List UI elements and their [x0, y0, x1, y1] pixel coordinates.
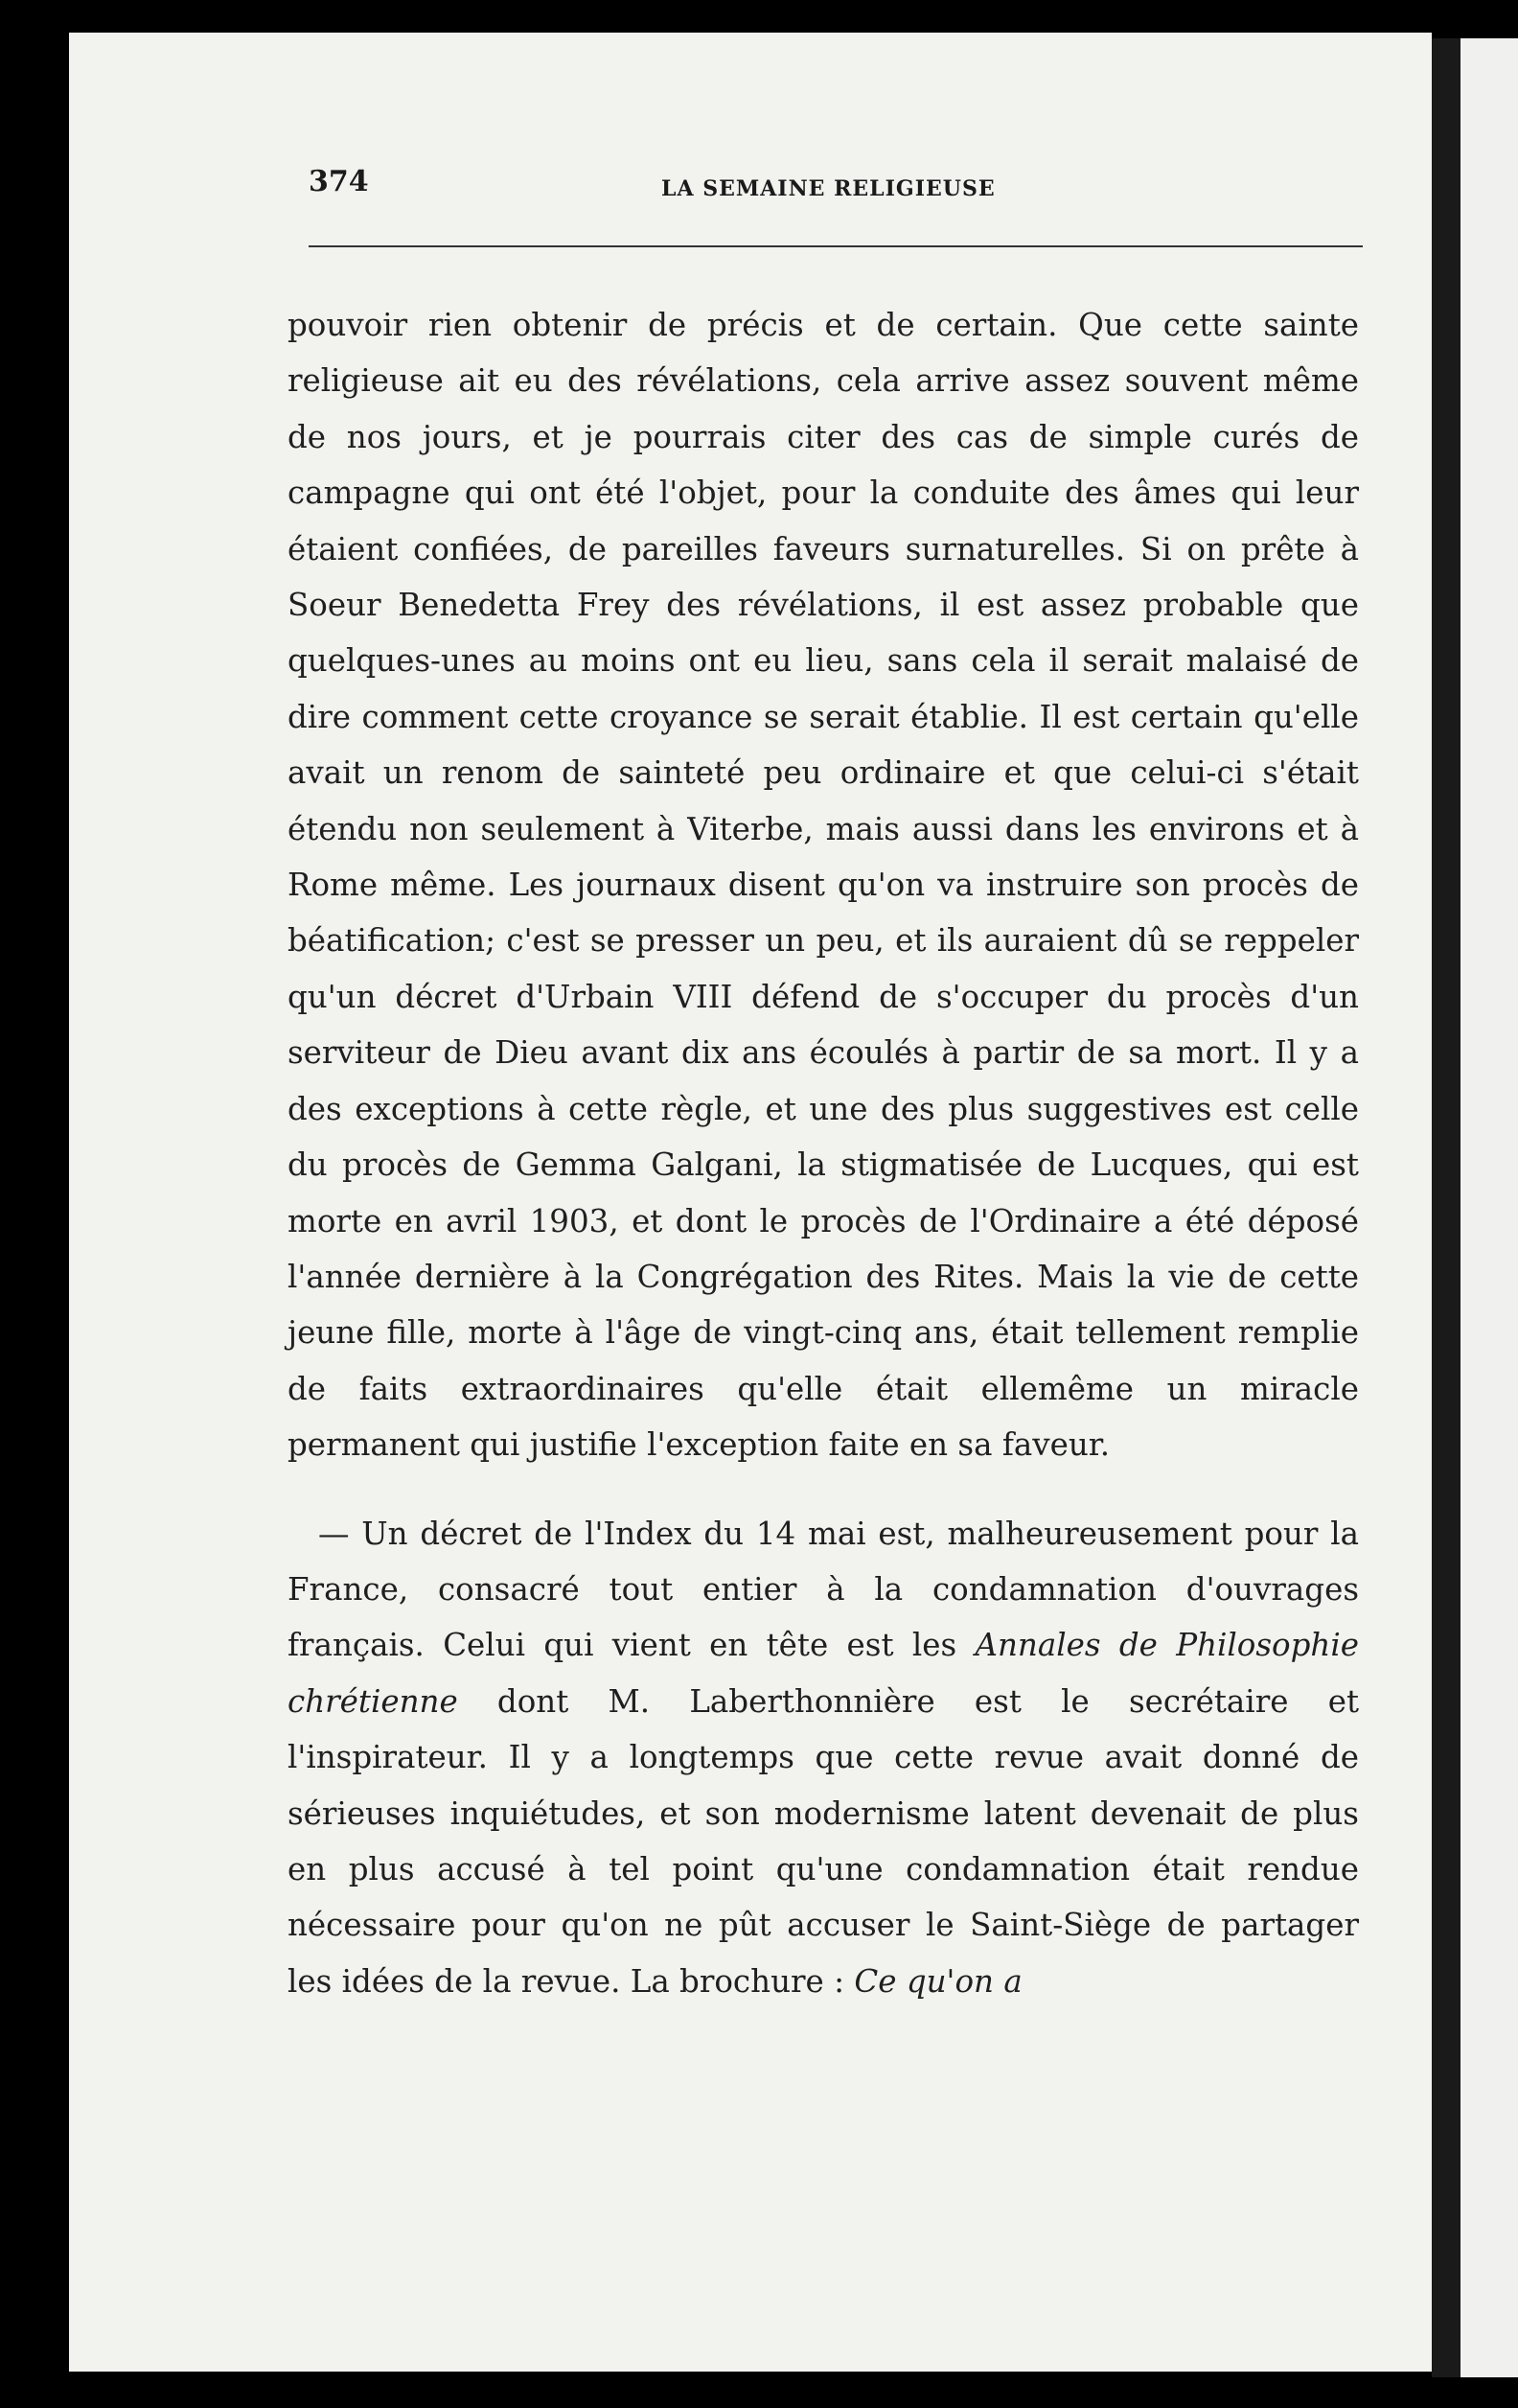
page-edge-shadow: [1432, 38, 1460, 2377]
running-title: LA SEMAINE RELIGIEUSE: [661, 176, 996, 201]
header-rule: [309, 245, 1363, 247]
adjacent-page-edge: [1460, 38, 1518, 2377]
page-header: [240, 161, 1351, 209]
page-number: 374: [309, 165, 369, 198]
paragraph-2: [288, 1506, 1359, 2010]
body-text: [288, 297, 1359, 2009]
paragraph-2-italic-1: Annales de Philosophie chrétienne: [288, 1627, 1359, 1720]
paragraph-1: pouvoir rien obtenir de précis et de certain. Que cette sainte religieuse ait eu des révélations, cela arrive assez souvent même de nos jours, et je pourrais citer des cas de simple curés de campagne qui ont été l'objet, pour la conduite des âmes qui leur étaient confiées, de pareilles faveurs surnaturelles. Si on prête à Soeur Benedetta Frey des révélations, il est assez probable que quelques-unes au moins ont eu lieu, sans cela il serait malaisé de dire comment cette croyance se serait établie. Il est certain qu'elle avait un renom de sainteté peu ordinaire et que celui-ci s'était étendu non seulement à Viterbe, mais aussi dans les environs et à Rome même. Les journaux disent qu'on va instruire son procès de béatification; c'est se presser un peu, et ils auraient dû se reppeler qu'un décret d'Urbain VIII défend de s'occuper du procès d'un serviteur de Dieu avant dix ans écoulés à partir de sa mort. Il y a des exceptions à cette règle, et une des plus suggestives est celle du procès de Gemma Galgani, la stigmatisée de Lucques, qui est morte en avril 1903, et dont le procès de l'Ordinaire a été déposé l'année dernière à la Congrégation des Rites. Mais la vie de cette jeune fille, morte à l'âge de vingt-cinq ans, était tellement remplie de faits extraordinaires qu'elle était ellemême un miracle permanent qui justifie l'exception faite en sa faveur.: [288, 307, 1359, 1464]
paragraph-2-text-1: — Un décret de l'Index du 14 mai est, malheureusement pour la France, consacré tout entier à la condamnation d'ouvrages français. Celui qui vient en tête est les: [288, 1515, 1359, 1664]
paragraph-2-italic-2: Ce qu'on a: [854, 1962, 1023, 2000]
paragraph-2-text-2: dont M. Laberthonnière est le secrétaire et l'inspirateur. Il y a longtemps que cette revue avait donné de sérieuses inquiétudes, et son modernisme latent devenait de plus en plus accusé à tel point qu'une condamnation était rendue nécessaire pour qu'on ne pût accuser le Saint-Siège de partager les idées de la revue. La brochure :: [288, 1682, 1359, 2000]
